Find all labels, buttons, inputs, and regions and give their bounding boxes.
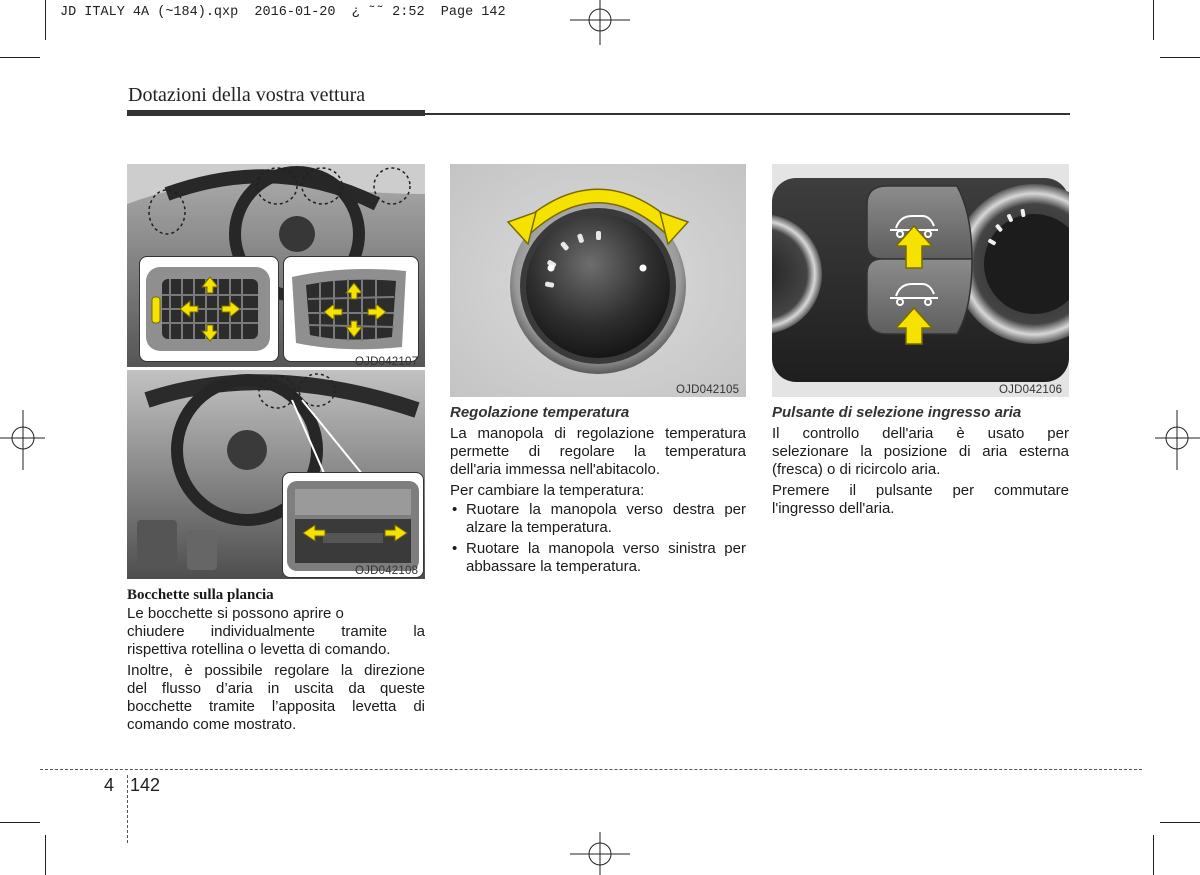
list-item (450, 540, 746, 576)
header-rule-thin (425, 113, 1070, 115)
bullet-line: • Ruotare la manopola verso destra per (466, 501, 746, 518)
temperature-knob-figure (450, 164, 746, 397)
registration-mark-top-icon (570, 0, 630, 45)
figure-code-air-intake: OJD042106 (999, 384, 1063, 396)
chapter-number: 4 (104, 775, 115, 795)
caption-vents: Bocchette sulla plancia (127, 587, 274, 603)
air-para1-line: Il controllo dell'aria è usato per (772, 425, 1069, 442)
vents-para1-line: Le bocchette si possono aprire o (127, 605, 344, 622)
bullet-line: • Ruotare la manopola verso sinistra per (466, 540, 746, 557)
vents-para1-line: chiudere individualmente tramite la (127, 623, 425, 640)
caption-temperature: Regolazione temperatura (450, 404, 630, 421)
vent-inset-center (282, 472, 424, 578)
crop-mark-tr-v (1153, 0, 1154, 40)
vents-figure-bottom (127, 370, 425, 579)
registration-mark-bottom-icon (570, 832, 630, 875)
temperature-bullets (450, 501, 746, 576)
air-intake-paragraph-1 (772, 425, 1069, 479)
registration-mark-left-icon (0, 410, 45, 470)
air-para2-line: Premere il pulsante per commutare (772, 482, 1069, 499)
temp-para1-line: La manopola di regolazione temperatura (450, 425, 746, 442)
air-intake-paragraph-2 (772, 482, 1069, 518)
vents-para2-line: bocchette tramite l’apposita levetta di (127, 698, 425, 715)
footer-dotted-rule (40, 769, 1142, 770)
crop-mark-br-h (1160, 822, 1200, 823)
figure-code-vents-top: OJD042107 (355, 356, 419, 368)
air-intake-figure (772, 164, 1069, 397)
vents-paragraph-1 (127, 605, 425, 659)
crop-mark-tr-h (1160, 57, 1200, 58)
page-number: 142 (130, 775, 161, 795)
vents-para1-line: rispettiva rotellina o levetta di comando. (127, 641, 391, 658)
header-rule-thick (127, 110, 425, 116)
crop-mark-tl-v (45, 0, 46, 40)
vents-para2-line: Inoltre, è possibile regolare la direzione (127, 662, 425, 679)
crop-mark-bl-v (45, 835, 46, 875)
air-para1-line: selezionare la posizione di aria esterna (772, 443, 1069, 460)
vents-para2-line: del flusso d’aria in uscita da queste (127, 680, 425, 697)
registration-mark-right-icon (1155, 410, 1200, 470)
vent-inset-right (283, 256, 419, 362)
list-item (450, 501, 746, 537)
crop-mark-br-v (1153, 835, 1154, 875)
vents-figure-top (127, 164, 425, 367)
bullet-line: abbassare la temperatura. (466, 558, 642, 575)
bullet-line: alzare la temperatura. (466, 519, 612, 536)
air-para1-line: (fresca) o di ricircolo aria. (772, 461, 941, 478)
vents-paragraph-2 (127, 662, 425, 734)
vents-para2-line: comando come mostrato. (127, 716, 297, 733)
section-title: Dotazioni della vostra vettura (128, 84, 366, 106)
footer-dotted-divider (127, 775, 128, 843)
air-para2-line: l'ingresso dell'aria. (772, 500, 895, 517)
vent-inset-left (139, 256, 279, 362)
temperature-paragraph-2: Per cambiare la temperatura: (450, 482, 645, 499)
caption-air-intake: Pulsante di selezione ingresso aria (772, 404, 1022, 421)
print-slug: JD ITALY 4A (~184).qxp 2016-01-20 ¿ ˜˜ 2:52 Page 142 (60, 5, 506, 20)
temperature-paragraph-1 (450, 425, 746, 479)
crop-mark-bl-h (0, 822, 40, 823)
temp-para1-line: dell'aria immessa nell'abitacolo. (450, 461, 660, 478)
crop-mark-tl-h (0, 57, 40, 58)
temp-para1-line: permette di regolare la temperatura (450, 443, 746, 460)
figure-code-vents-bottom: OJD042108 (355, 565, 419, 577)
figure-code-temperature: OJD042105 (676, 384, 740, 396)
